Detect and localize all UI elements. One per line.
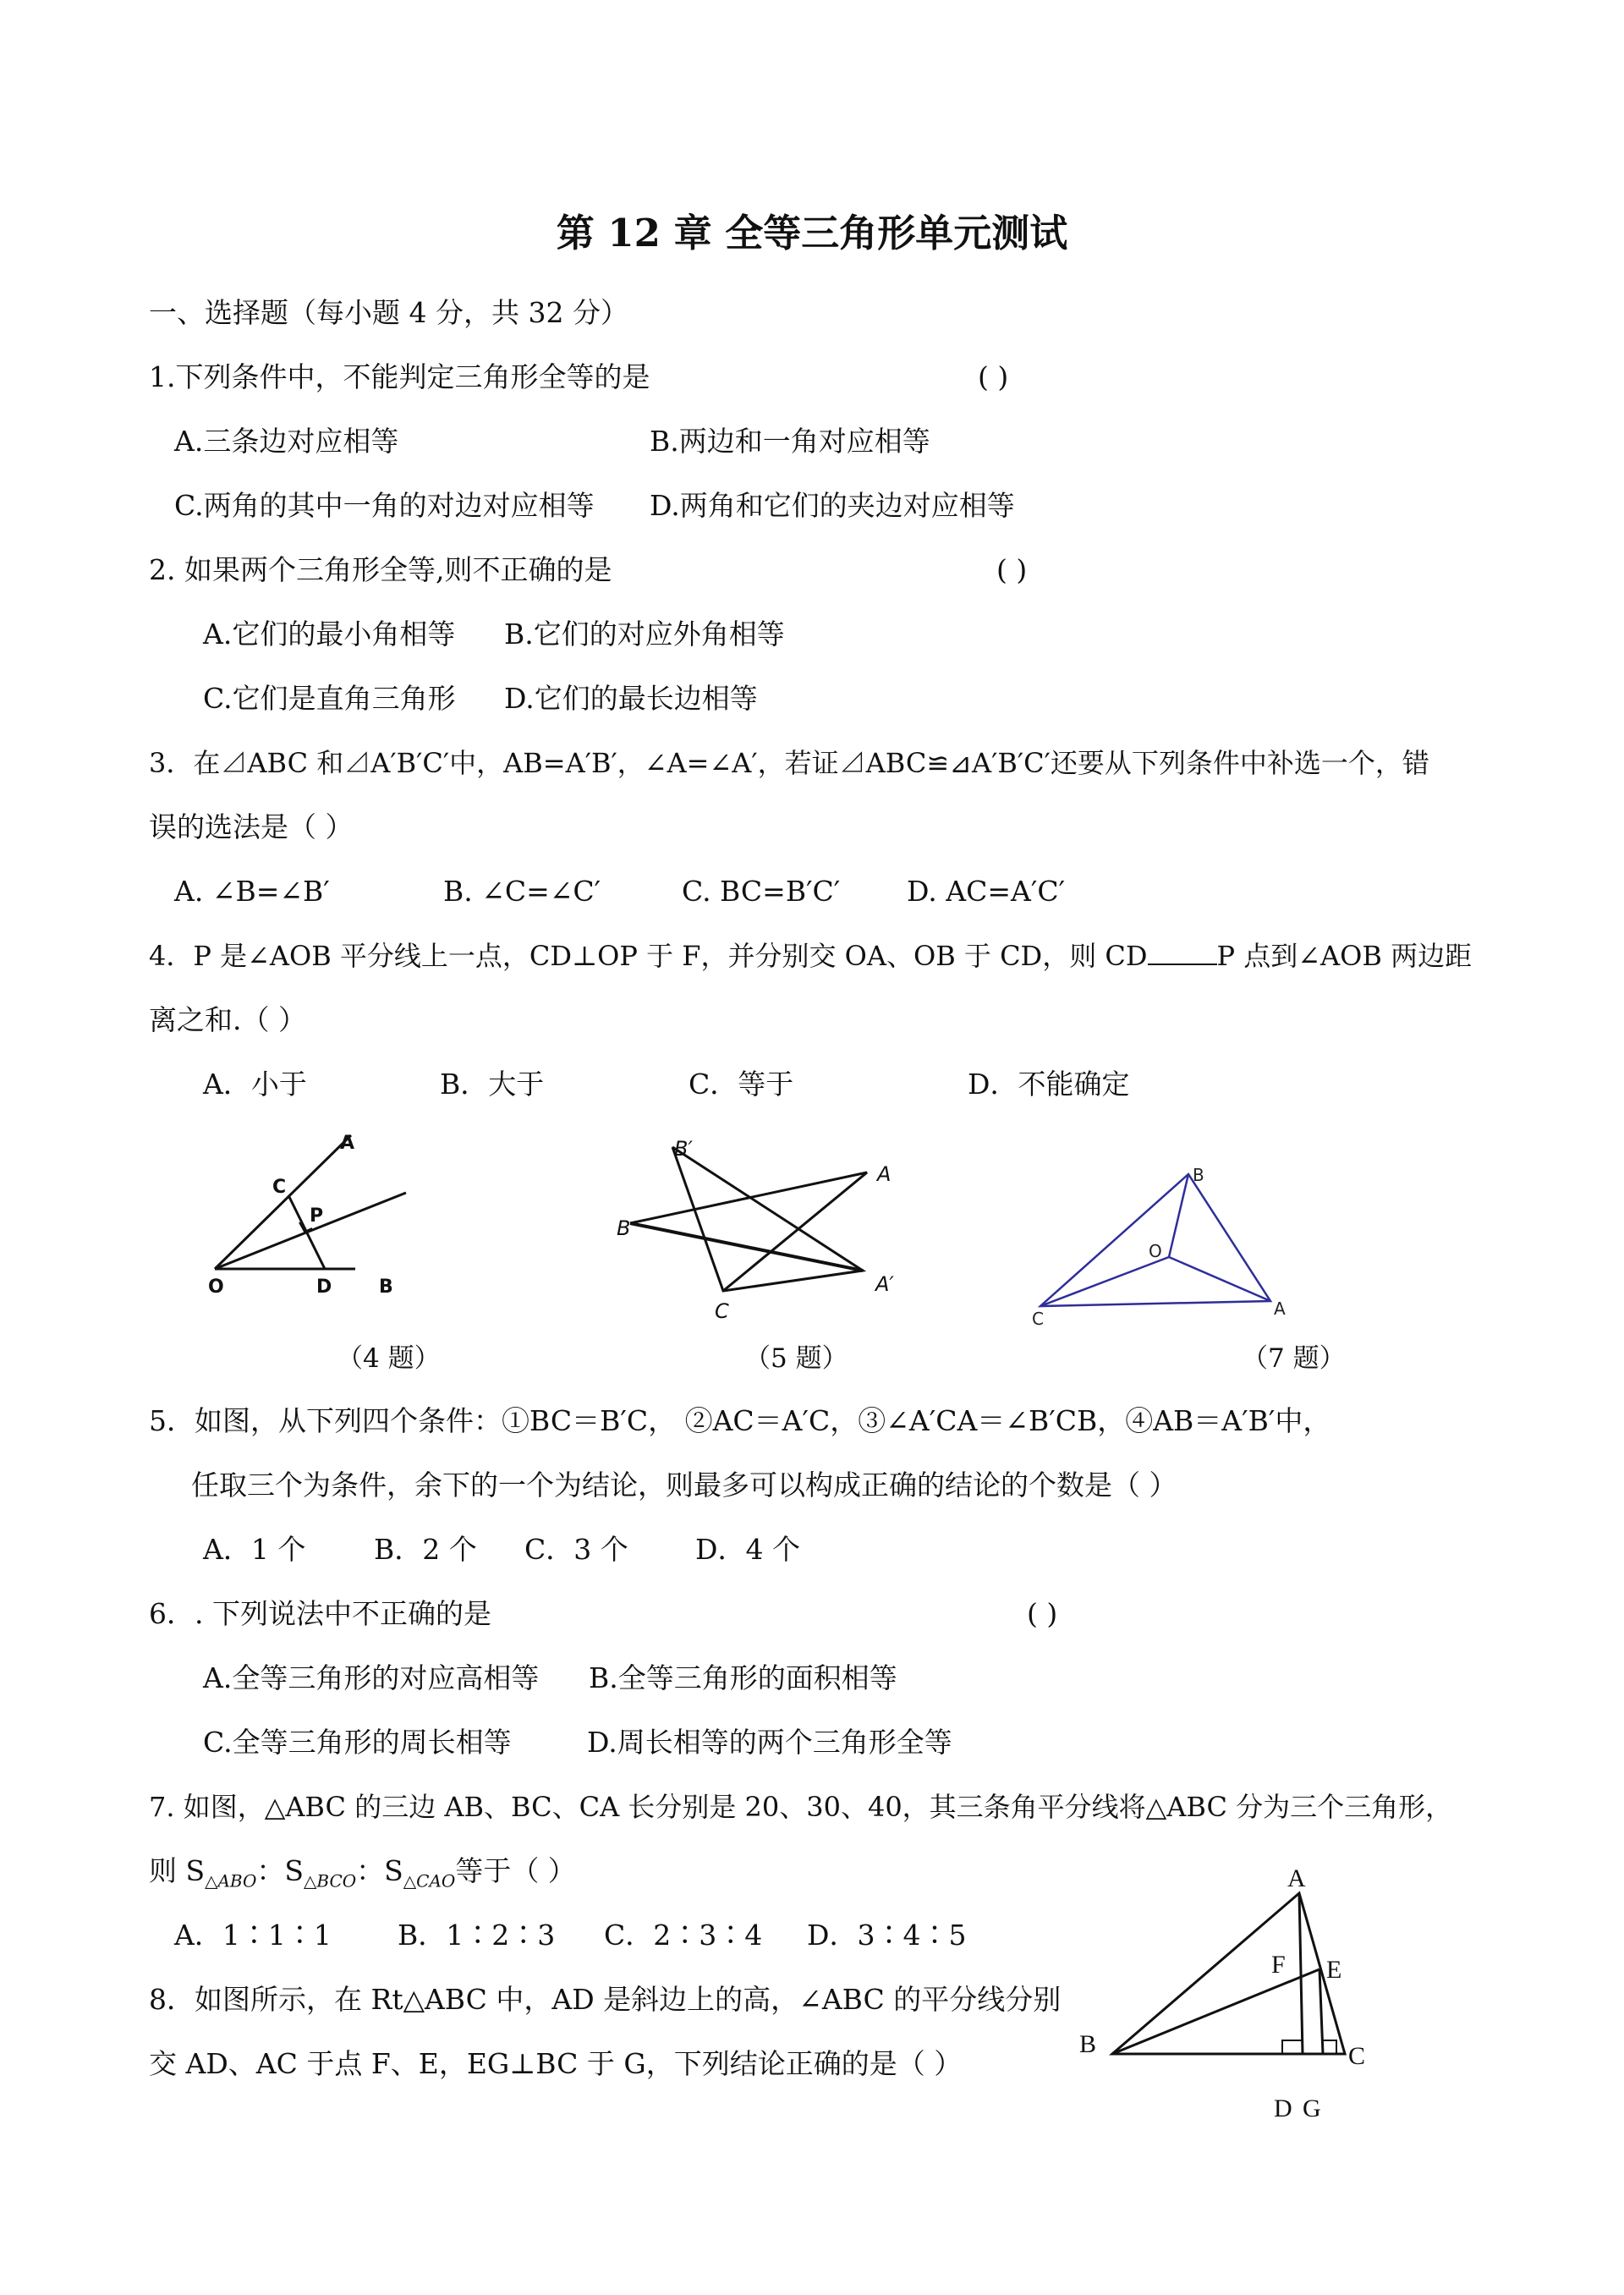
q3-option-c: C. BC=B′C′ (682, 875, 841, 908)
figure-5-triangles (605, 1130, 943, 1325)
q2-option-b: B.它们的对应外角相等 (504, 618, 785, 651)
fig5-label-b-prime: B′ (674, 1137, 693, 1161)
fig5-label-a-prime: A′ (875, 1272, 894, 1296)
q6-option-d: D.周长相等的两个三角形全等 (587, 1726, 952, 1759)
fig4-label-a: A (340, 1133, 355, 1154)
fig5-label-b: B (617, 1216, 631, 1240)
fig5-label-a: A (877, 1162, 892, 1186)
q1-option-b: B.两边和一角对应相等 (650, 425, 930, 458)
q2-stem: 2. 如果两个三角形全等,则不正确的是 (149, 553, 612, 586)
q2-option-a: A.它们的最小角相等 (203, 618, 456, 651)
q7-sub-cao: △CAO (403, 1870, 456, 1891)
q3-stem-line1: 3．在⊿ABC 和⊿A′B′C′中，AB=A′B′，∠A=∠A′，若证⊿ABC≌⊿A′B′C′还要从下列条件中补选一个，错 (149, 747, 1429, 779)
q5-option-d: D．4 个 (695, 1533, 800, 1566)
fig7-label-b: B (1193, 1165, 1204, 1185)
fig5-label-c: C (715, 1299, 729, 1323)
q3-option-a: A. ∠B=∠B′ (174, 875, 330, 908)
q7-sub-abo: △ABO (205, 1870, 257, 1891)
figure-4-caption: （4 题） (337, 1343, 441, 1374)
figure-7-caption: （7 题） (1242, 1343, 1346, 1374)
q5-option-c: C．3 个 (524, 1533, 628, 1566)
fig7-label-o: O (1149, 1241, 1162, 1261)
q4-stem-part2: P 点到∠AOB 两边距 (1216, 940, 1473, 972)
q4-stem-line2: 离之和.（ ） (149, 1003, 306, 1036)
figure-5-caption: （5 题） (744, 1343, 848, 1374)
q1-option-c: C.两角的其中一角的对边对应相等 (174, 489, 595, 522)
q7-option-b: B．1∶2∶3 (398, 1919, 556, 1952)
fig8-label-e: E (1326, 1956, 1342, 1984)
q7-line2-post: 等于（ ） (455, 1854, 576, 1887)
figure-7-triangle (1023, 1162, 1303, 1331)
q7-sub-bco: △BCO (304, 1870, 357, 1891)
q4-option-d: D．不能确定 (968, 1068, 1130, 1101)
page-title: 第 12 章 全等三角形单元测试 (556, 211, 1068, 255)
q6-answer-paren: ( ) (1027, 1597, 1058, 1630)
fig8-label-a: A (1287, 1864, 1306, 1892)
fig8-label-g: G (1303, 2095, 1321, 2122)
q7-sep1: ：S (256, 1854, 304, 1887)
q5-stem-line1: 5．如图，从下列四个条件：①BC＝B′C， ②AC＝A′C，③∠A′CA＝∠B′CB，④AB＝A′B′中， (149, 1404, 1331, 1437)
figure-8-right-triangle (1066, 1861, 1387, 2132)
q4-stem-line1 (149, 939, 1472, 973)
q2-answer-paren: ( ) (996, 553, 1028, 586)
fig4-label-o: O (208, 1277, 224, 1298)
fig8-label-b: B (1079, 2030, 1097, 2058)
fig7-label-c: C (1032, 1309, 1044, 1329)
q4-option-b: B．大于 (440, 1068, 545, 1101)
q6-option-c: C.全等三角形的周长相等 (203, 1726, 512, 1759)
q7-line2-pre: 则 S (149, 1854, 206, 1887)
q7-stem-line2 (149, 1854, 576, 1898)
q5-option-a: A．1 个 (203, 1533, 306, 1566)
q7-option-a: A．1∶1∶1 (174, 1919, 332, 1952)
q3-option-d: D. AC=A′C′ (907, 875, 1066, 908)
q1-option-d: D.两角和它们的夹边对应相等 (650, 489, 1015, 522)
q3-stem-line2: 误的选法是（ ） (149, 810, 354, 843)
fig8-label-f: F (1271, 1951, 1286, 1979)
q6-stem: 6．. 下列说法中不正确的是 (149, 1597, 491, 1630)
fig4-label-b: B (379, 1277, 393, 1298)
q4-option-a: A．小于 (203, 1068, 307, 1101)
q4-answer-blank (1148, 940, 1217, 965)
q7-stem-line1: 7. 如图，△ABC 的三边 AB、BC、CA 长分别是 20、30、40，其三条角平分线将△ABC 分为三个三角形， (149, 1791, 1453, 1823)
q7-option-d: D．3∶4∶5 (807, 1919, 967, 1952)
fig8-label-c: C (1348, 2042, 1366, 2070)
q2-option-d: D.它们的最长边相等 (504, 682, 758, 715)
q1-stem: 1.下列条件中，不能判定三角形全等的是 (149, 360, 650, 393)
q5-option-b: B．2 个 (374, 1533, 477, 1566)
fig4-label-c: C (272, 1177, 287, 1198)
q6-option-b: B.全等三角形的面积相等 (589, 1661, 897, 1694)
fig4-label-p: P (310, 1205, 324, 1227)
q4-option-c: C．等于 (689, 1068, 794, 1101)
q7-option-c: C．2∶3∶4 (604, 1919, 763, 1952)
q1-answer-paren: ( ) (978, 360, 1009, 393)
q7-sep2: ：S (356, 1854, 403, 1887)
q2-option-c: C.它们是直角三角形 (203, 682, 456, 715)
q6-option-a: A.全等三角形的对应高相等 (203, 1661, 540, 1694)
q4-stem-part1: 4．P 是∠AOB 平分线上一点，CD⊥OP 于 F，并分别交 OA、OB 于 CD，则 CD (149, 940, 1148, 972)
fig7-label-a: A (1274, 1298, 1286, 1319)
q1-option-a: A.三条边对应相等 (174, 425, 399, 458)
figure-4-angle-bisector (195, 1125, 423, 1303)
q3-option-b: B. ∠C=∠C′ (443, 875, 601, 908)
fig8-label-d: D (1274, 2095, 1292, 2122)
section-heading: 一、选择题（每小题 4 分，共 32 分） (149, 296, 628, 329)
q5-stem-line2: 任取三个为条件，余下的一个为结论，则最多可以构成正确的结论的个数是（ ） (191, 1469, 1177, 1502)
fig4-label-d: D (316, 1277, 332, 1298)
q8-stem-line1: 8．如图所示，在 Rt△ABC 中，AD 是斜边上的高，∠ABC 的平分线分别 (149, 1983, 1062, 2016)
q8-stem-line2: 交 AD、AC 于点 F、E，EG⊥BC 于 G，下列结论正确的是（ ） (149, 2047, 963, 2080)
